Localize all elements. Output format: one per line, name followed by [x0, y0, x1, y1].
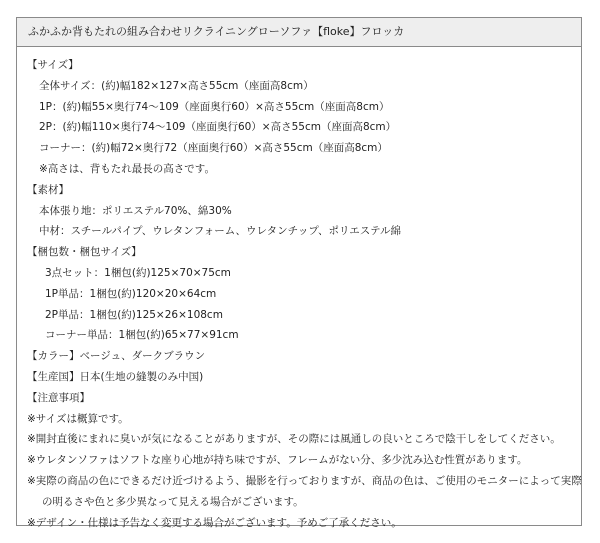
section-heading-material: 【素材】: [27, 183, 69, 196]
note-odor: ※開封直後にまれに臭いが気になることがありますが、その際には風通しの良いところで陰干しをしてください。: [27, 433, 561, 446]
size-1p: 1P：(約)幅55×奥行74～109（座面奥行60）×高さ55cm（座面高8cm）: [39, 100, 390, 113]
spec-body: [17, 47, 581, 533]
size-corner: コーナー：(約)幅72×奥行72（座面奥行60）×高さ55cm（座面高8cm）: [39, 142, 388, 155]
material-filling: 中材：スチールパイプ、ウレタンフォーム、ウレタンチップ、ポリエステル綿: [39, 225, 402, 238]
size-2p: 2P：(約)幅110×奥行74～109（座面奥行60）×高さ55cm（座面高8cm）: [39, 121, 397, 134]
note-urethane: ※ウレタンソファはソフトな座り心地が持ち味ですが、フレームがない分、多少沈み込む性質があります。: [27, 454, 528, 467]
spec-table: [16, 17, 582, 529]
origin-line: 【生産国】日本(生地の縫製のみ中国): [27, 370, 204, 383]
material-upholstery: 本体張り地：ポリエステル70%、綿30%: [39, 204, 232, 217]
package-3set: 3点セット：1梱包(約)125×70×75cm: [45, 266, 231, 279]
package-corner: コーナー単品：1梱包(約)65×77×91cm: [45, 329, 239, 342]
size-note: ※高さは、背もたれ最長の高さです。: [39, 162, 215, 175]
section-heading-notes: 【注意事項】: [27, 391, 90, 404]
section-heading-packaging: 【梱包数・梱包サイズ】: [27, 246, 142, 259]
note-size: ※サイズは概算です。: [27, 412, 129, 425]
note-color: ※実際の商品の色にできるだけ近づけるよう、撮影を行っておりますが、商品の色は、ご使用のモニターによって実際の明るさや色と多少異なって見える場合がございます。: [27, 474, 582, 508]
section-heading-size: 【サイズ】: [27, 59, 79, 71]
package-2p: 2P単品：1梱包(約)125×26×108cm: [45, 308, 223, 321]
note-design: ※デザイン・仕様は予告なく変更する場合がございます。予めご了承ください。: [27, 516, 402, 529]
product-title: ふかふか背もたれの組み合わせリクライニングローソファ【floke】フロッカ: [17, 18, 581, 47]
size-total: 全体サイズ：(約)幅182×127×高さ55cm（座面高8cm）: [39, 79, 314, 92]
package-1p: 1P単品：1梱包(約)120×20×64cm: [45, 287, 217, 300]
color-line: 【カラー】ベージュ、ダークブラウン: [27, 350, 206, 363]
